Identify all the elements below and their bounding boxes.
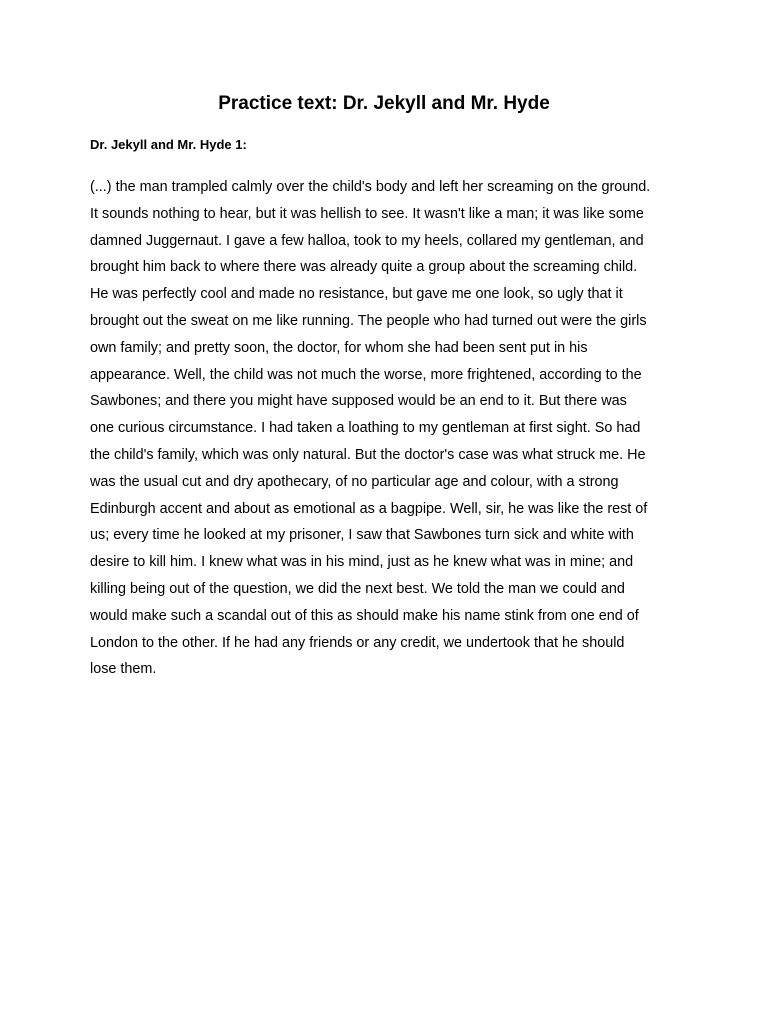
paragraph-line: would make such a scandal out of this as should make his name stink from one end of bbox=[90, 607, 639, 624]
paragraph-line: us; every time he looked at my prisoner, I saw that Sawbones turn sick and white with bbox=[90, 527, 634, 544]
paragraph-line: brought him back to where there was already quite a group about the screaming child. bbox=[90, 259, 638, 276]
paragraph-line: It sounds nothing to hear, but it was hellish to see. It wasn't like a man; it was like some bbox=[90, 205, 644, 222]
paragraph-line: London to the other. If he had any friends or any credit, we undertook that he should bbox=[90, 634, 625, 651]
paragraph-line: appearance. Well, the child was not much the worse, more frightened, according to the bbox=[90, 366, 642, 383]
paragraph-line: killing being out of the question, we did the next best. We told the man we could and bbox=[90, 580, 625, 597]
section-heading: Dr. Jekyll and Mr. Hyde 1: bbox=[90, 137, 247, 152]
paragraph-line: was the usual cut and dry apothecary, of no particular age and colour, with a strong bbox=[90, 473, 619, 490]
paragraph-line: lose them. bbox=[90, 661, 157, 678]
paragraph-line: (...) the man trampled calmly over the child's body and left her screaming on the ground. bbox=[90, 179, 651, 195]
paragraph-line: He was perfectly cool and made no resistance, but gave me one look, so ugly that it bbox=[90, 286, 623, 303]
body-paragraph bbox=[90, 174, 686, 683]
paragraph-line: one curious circumstance. I had taken a loathing to my gentleman at first sight. So had bbox=[90, 420, 641, 437]
paragraph-line: damned Juggernaut. I gave a few halloa, took to my heels, collared my gentleman, and bbox=[90, 232, 644, 249]
paragraph-line: desire to kill him. I knew what was in his mind, just as he knew what was in mine; and bbox=[90, 554, 634, 571]
paragraph-line: Edinburgh accent and about as emotional as a bagpipe. Well, sir, he was like the rest of bbox=[90, 500, 648, 517]
paragraph-line: the child's family, which was only natural. But the doctor's case was what struck me. He bbox=[90, 446, 646, 463]
paragraph-line: Sawbones; and there you might have supposed would be an end to it. But there was bbox=[90, 393, 627, 410]
page-title: Practice text: Dr. Jekyll and Mr. Hyde bbox=[218, 93, 550, 114]
paragraph-line: own family; and pretty soon, the doctor, for whom she had been sent put in his bbox=[90, 339, 588, 356]
paragraph-line: brought out the sweat on me like running. The people who had turned out were the girls bbox=[90, 312, 647, 329]
